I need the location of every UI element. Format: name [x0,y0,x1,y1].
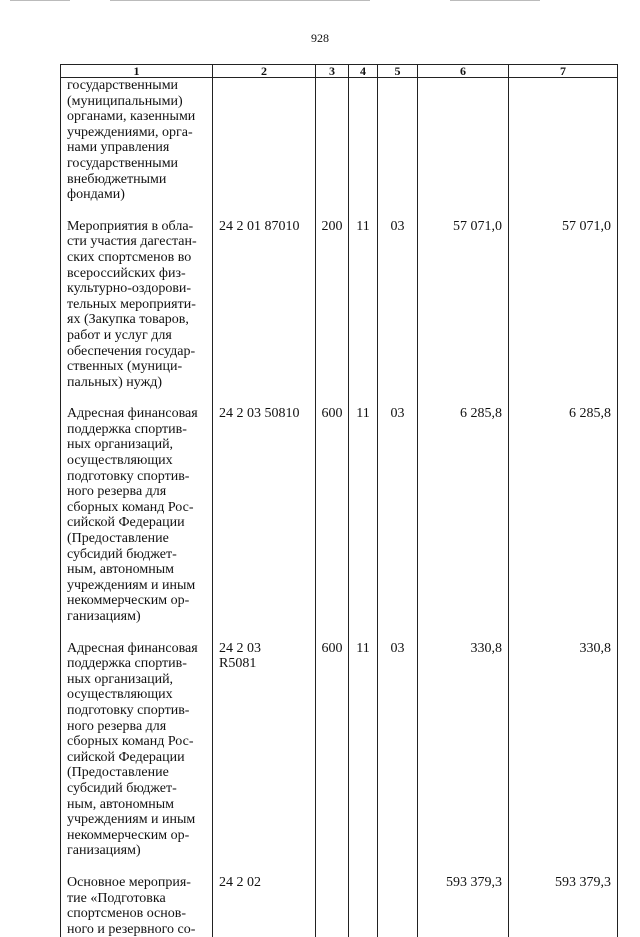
row-vr: 600 [316,406,349,624]
page-number: 928 [311,31,329,45]
row-name: Адресная финансовая поддержка спортив- ных организаций, осуществляющих подготовку спортив- ного резерва для сборных команд Рос- сийской Федерации (Предоставление субсидий бюджет- ным, автономным учреждениям и иным некоммерческим ор- ганизациям) [67,640,198,859]
row-spacer [61,390,618,406]
row-rz: 11 [349,219,378,391]
header-col-1: 1 [61,65,213,78]
row-spacer [61,625,618,641]
scan-top-rule-middle [110,0,370,1]
row-name: государственными (муниципальными) органами, казенными учреждениями, орга- нами управления государственными внебюджетными фондами) [67,78,196,203]
table-row [61,219,618,391]
header-col-4: 4 [349,65,378,78]
row-name-cell [61,78,213,203]
row-sum-1: 593 379,3 [418,875,509,937]
row-code: 24 2 02 [219,874,261,890]
row-pr: 03 [378,641,418,859]
row-pr [378,78,418,203]
row-code-cell [213,78,316,203]
row-code: 24 2 03 R5081 [219,640,261,672]
budget-table [60,64,618,937]
row-vr: 600 [316,641,349,859]
row-rz: 11 [349,641,378,859]
row-vr: 200 [316,219,349,391]
row-name: Основное мероприя- тие «Подготовка спортсменов основ- ного и резервного со- [67,874,196,937]
row-sum-1 [418,78,509,203]
row-code-cell [213,875,316,937]
row-code: 24 2 03 50810 [219,406,300,422]
row-sum-1: 6 285,8 [418,406,509,624]
row-code-cell [213,406,316,624]
row-rz: 11 [349,406,378,624]
table-row [61,875,618,937]
row-rz [349,78,378,203]
row-sum-2: 330,8 [509,641,618,859]
row-name: Мероприятия в обла- сти участия дагестан- ских спортсменов во всероссийских физ- культурно-оздорови- тельных мероприяти- ях (Закупка товаров, работ и услуг для обеспечения государ- ственных (муници- пальных) нужд) [67,218,197,390]
row-sum-1: 57 071,0 [418,219,509,391]
row-sum-2: 57 071,0 [509,219,618,391]
row-spacer [61,203,618,219]
row-code: 24 2 01 87010 [219,218,300,234]
row-name: Адресная финансовая поддержка спортив- ных организаций, осуществляющих подготовку спортив- ного резерва для сборных команд Рос- сийской Федерации (Предоставление субсидий бюджет- ным, автономным учреждениям и иным некоммерческим ор- ганизациям) [67,406,198,624]
header-col-2: 2 [213,65,316,78]
row-vr [316,875,349,937]
row-name-cell [61,219,213,391]
header-col-3: 3 [316,65,349,78]
header-col-7: 7 [509,65,618,78]
row-sum-2: 6 285,8 [509,406,618,624]
header-col-6: 6 [418,65,509,78]
row-name-cell [61,875,213,937]
row-pr: 03 [378,406,418,624]
row-sum-2: 593 379,3 [509,875,618,937]
row-code-cell [213,219,316,391]
row-pr [378,875,418,937]
row-spacer [61,859,618,875]
row-name-cell [61,406,213,624]
row-pr: 03 [378,219,418,391]
table-row [61,78,618,203]
header-row [61,65,618,78]
row-sum-1: 330,8 [418,641,509,859]
row-name-cell [61,641,213,859]
row-vr [316,78,349,203]
table-row [61,406,618,624]
table-row [61,641,618,859]
scan-top-rule-right [450,0,540,1]
row-code-cell [213,641,316,859]
header-col-5: 5 [378,65,418,78]
row-rz [349,875,378,937]
row-sum-2 [509,78,618,203]
scan-top-rule-left [10,0,70,1]
